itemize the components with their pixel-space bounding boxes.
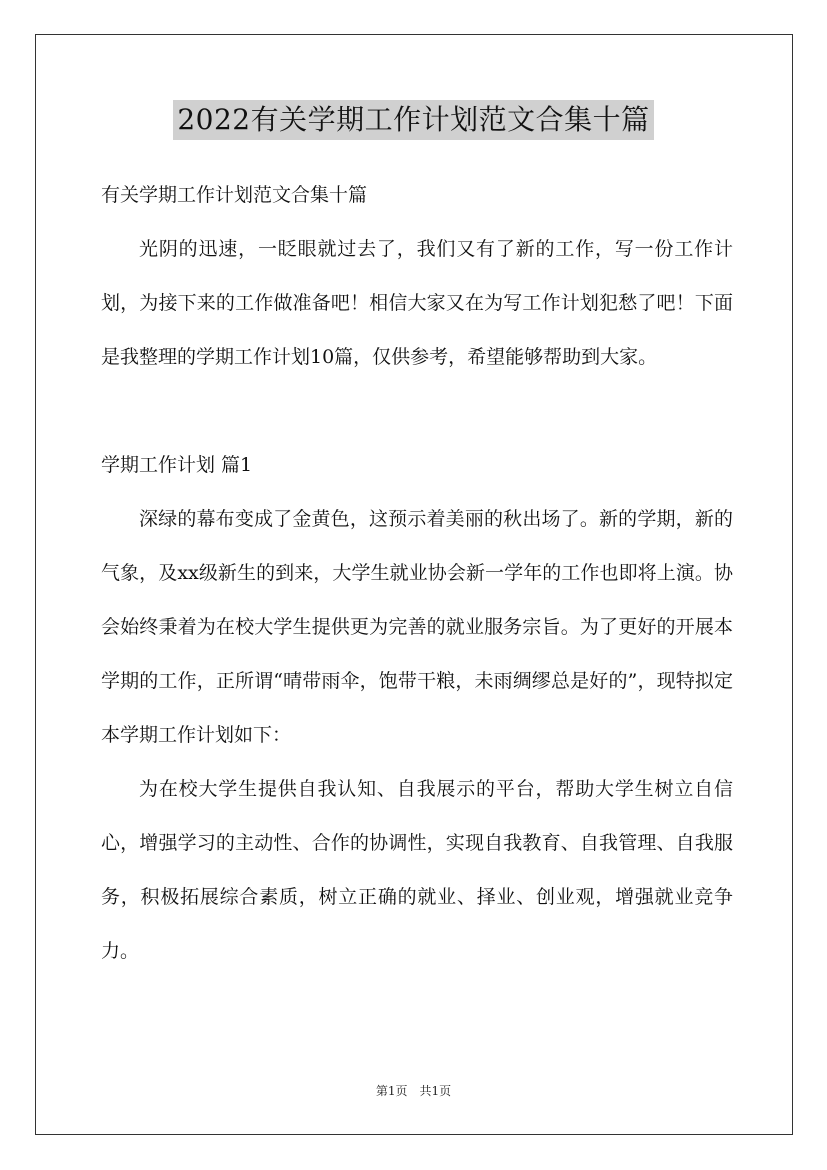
page-footer: 第1页 共1页 [375, 1084, 452, 1098]
body-paragraph: 深绿的幕布变成了金黄色，这预示着美丽的秋出场了。新的学期，新的气象，及xx级新生的到来，大学生就业协会新一学年的工作也即将上演。协会始终秉着为在校大学生提供更为完善的就业服务宗旨。为了更好的开展本学期的工作，正所谓“晴带雨伞，饱带干粮，未雨绸缪总是好的”，现特拟定本学期工作计划如下： [101, 508, 733, 746]
title-container [0, 100, 827, 140]
document-body [101, 168, 733, 978]
section-heading: 学期工作计划 篇1 [101, 454, 253, 476]
document-title: 2022有关学期工作计划范文合集十篇 [173, 100, 653, 140]
body-paragraph: 为在校大学生提供自我认知、自我展示的平台，帮助大学生树立自信心，增强学习的主动性、合作的协调性，实现自我教育、自我管理、自我服务，积极拓展综合素质，树立正确的就业、择业、创业观，增强就业竞争力。 [101, 778, 733, 962]
document-subtitle: 有关学期工作计划范文合集十篇 [101, 184, 368, 206]
intro-paragraph: 光阴的迅速，一眨眼就过去了，我们又有了新的工作，写一份工作计划，为接下来的工作做准备吧！相信大家又在为写工作计划犯愁了吧！下面是我整理的学期工作计划10篇，仅供参考，希望能够帮助到大家。 [101, 238, 733, 368]
